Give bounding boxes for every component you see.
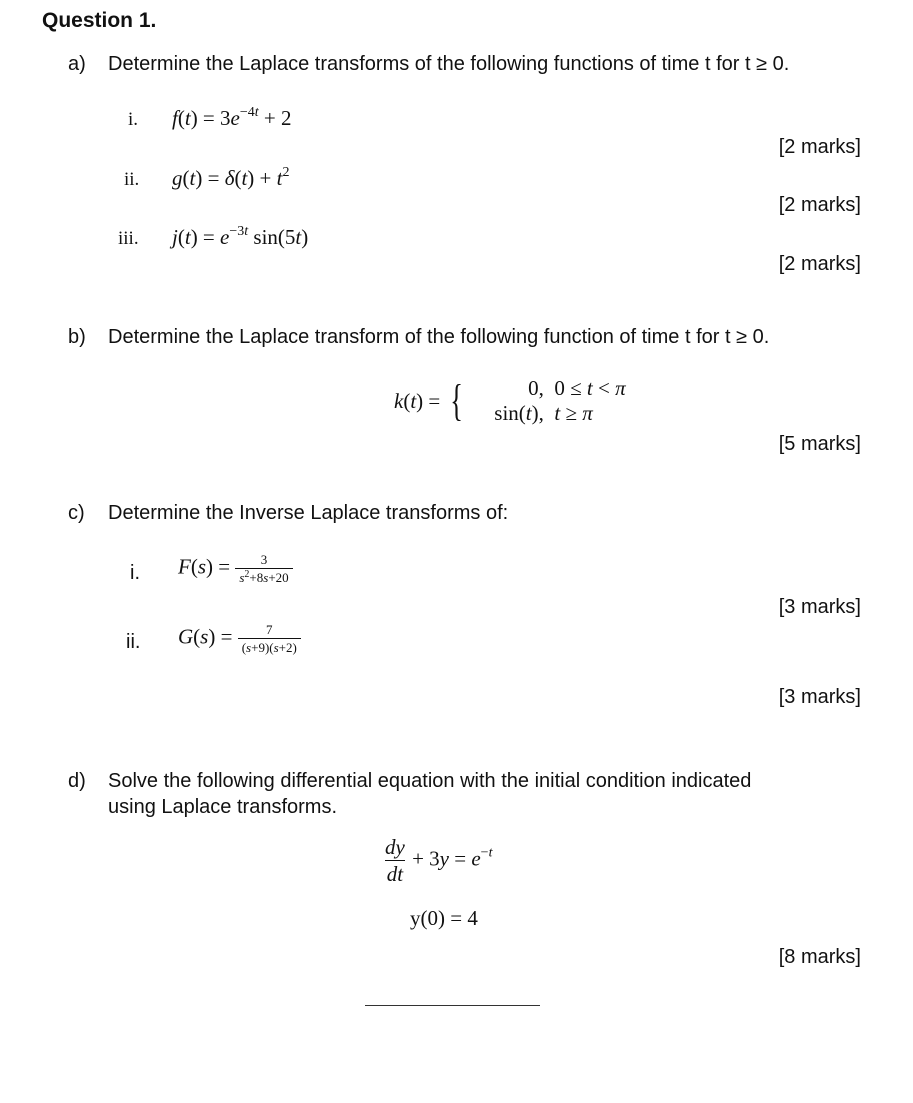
- part-d-text-line2: using Laplace transforms.: [108, 796, 338, 818]
- end-divider: [365, 1005, 540, 1006]
- part-b-text: Determine the Laplace transform of the following function of time t for t ≥ 0.: [108, 326, 770, 348]
- part-a-text: Determine the Laplace transforms of the following functions of time t for t ≥ 0.: [108, 53, 790, 75]
- part-d-marks: [8 marks]: [778, 946, 861, 968]
- part-c-item-2-numeral: ii.: [126, 631, 141, 653]
- part-c-item-1-marks: [3 marks]: [778, 596, 861, 618]
- part-b-label: b): [68, 326, 86, 348]
- part-a-item-2-marks: [2 marks]: [778, 194, 861, 216]
- question-title: Question 1.: [42, 9, 157, 32]
- part-a-label: a): [68, 53, 86, 75]
- part-a-item-3-numeral: iii.: [118, 228, 139, 249]
- part-a-item-1-formula: $f(t) = 3e^{-4t} + 2$: [172, 105, 292, 130]
- part-c-item-1-formula: F(s) = $\frac{3}{s^2+8s+20}$: [178, 552, 293, 585]
- part-a-item-1-marks: [2 marks]: [778, 136, 861, 158]
- part-a-item-3-formula: $j(t) = e^{-3t}$ sin(5t): [172, 224, 309, 249]
- part-a-item-2-numeral: ii.: [124, 169, 140, 190]
- part-c-item-2-marks: [3 marks]: [778, 686, 861, 708]
- part-b-formula: k(t) = { 0, 0 ≤ t < π sin(t), t ≥ π: [394, 376, 626, 425]
- part-b-marks: [5 marks]: [778, 433, 861, 455]
- part-d-equation: $\frac{dy}{dt}$ + $3y = e^{-t}$: [385, 835, 493, 886]
- part-c-text: Determine the Inverse Laplace transforms of:: [108, 502, 509, 524]
- part-c-item-2-formula: G(s) = $\frac{7}{(s+9)(s+2)}$: [178, 622, 301, 655]
- part-a-item-1-numeral: i.: [128, 109, 139, 130]
- part-d-initial-condition: y(0) = 4: [410, 906, 478, 930]
- part-d-label: d): [68, 770, 86, 792]
- part-c-label: c): [68, 502, 85, 524]
- part-d-text-line1: Solve the following differential equation with the initial condition indicated: [108, 770, 752, 792]
- part-c-item-1-numeral: i.: [130, 562, 140, 584]
- part-a-item-3-marks: [2 marks]: [778, 253, 861, 275]
- part-a-item-2-formula: $g(t) = \delta(t) + t^2$: [172, 165, 290, 190]
